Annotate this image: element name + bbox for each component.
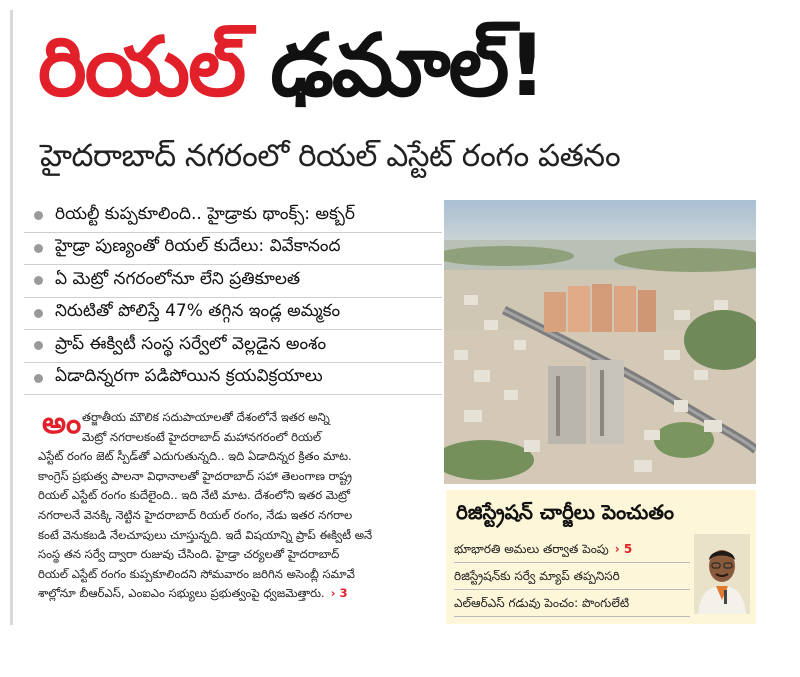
story-line: తర్జాతీయ మౌలిక సదుపాయాలతో దేశంలోనే ఇతర అన్ని	[82, 410, 330, 424]
bullet-text: ప్రాప్ ఈక్విటీ సంస్థ సర్వేలో వెల్లడైన అంశం	[55, 333, 327, 354]
bullet-text: నిరుటితో పోలిస్తే 47% తగ్గిన ఇండ్ల అమ్మకం	[55, 301, 341, 322]
bullet-dot-icon	[34, 211, 43, 220]
story-line: కంటే వెనుకబడి నేలచూపులు చూస్తున్నది. ఇదే విషయాన్ని ప్రాప్ ఈక్విటీ అనే	[38, 527, 373, 542]
sidebox-item-ref: › 5	[614, 542, 633, 556]
sidebox-item	[454, 590, 690, 617]
sidebox-item-text: ఎల్‌ఆర్ఎస్ గడువు పెంచం: పొంగులేటి	[454, 596, 630, 610]
bullet-dot-icon	[34, 276, 43, 285]
bullet-dot-icon	[34, 309, 43, 318]
headline-black-word: ఢమాల్!	[270, 16, 545, 116]
story-body	[38, 408, 438, 604]
bullet-text: హైడ్రా పుణ్యంతో రియల్ కుదేలు: వివేకానంద	[55, 236, 341, 257]
bullet-item	[24, 363, 442, 396]
story-line: శాల్లోనూ బీఆర్ఎస్, ఎంఐఎం సభ్యులు ప్రభుత్వంపై ధ్వజమెత్తారు.	[38, 586, 325, 601]
sidebox-item	[454, 563, 690, 590]
sidebox-item-text: రిజిస్ట్రేషన్‌కు సర్వే మ్యాప్ తప్పనిసరి	[454, 569, 620, 583]
sidebox-item	[454, 536, 690, 563]
bullet-dot-icon	[34, 374, 43, 383]
story-jump-ref: › 3	[330, 586, 348, 601]
story-last-line	[38, 584, 438, 604]
bullet-item	[24, 265, 442, 298]
sidebox-item-text: భూభారతి అమలు తర్వాత పెంపు	[454, 542, 609, 556]
bullet-list	[24, 200, 442, 395]
minister-portrait	[694, 534, 750, 614]
bullet-text: ఏడాదిన్నరగా పడిపోయిన క్రయవిక్రయాలు	[55, 366, 323, 387]
bullet-item	[24, 233, 442, 266]
story-line: నగరాలనే వెనక్కి నెట్టిన హైదరాబాద్ రియల్ రంగం, నేడు ఇతర నగరాల	[38, 507, 353, 522]
story-line: రియల్ ఎస్టేట్ రంగం కుదేలైంది.. ఇది నేటి మాట. దేశంలోని ఇతర మెట్రో	[38, 488, 351, 503]
story-line: మెట్రో నగరాలకంటే హైదరాబాద్ మహానగరంలో రియల్	[82, 429, 322, 444]
bullet-text: రియల్టీ కుప్పకూలింది.. హైడ్రాకు థాంక్స్: అక్బర్	[55, 203, 356, 224]
headline	[38, 6, 758, 126]
sidebox-items	[454, 536, 690, 617]
bullet-text: ఏ మెట్రో నగరంలోనూ లేని ప్రతికూలత	[55, 268, 301, 289]
registration-sidebox	[446, 490, 756, 624]
sidebox-title: రిజిస్ట్రేషన్ చార్జీలు పెంచుతం	[456, 500, 675, 524]
dropcap: అం	[42, 406, 82, 441]
bullet-item	[24, 298, 442, 331]
story-line: రియల్ ఎస్టేట్ రంగం కుప్పకూలిందని సోమవారం జరిగిన అసెంబ్లీ సమావే	[38, 566, 355, 581]
bullet-item	[24, 330, 442, 363]
left-column-rule	[10, 10, 13, 625]
subheadline: హైదరాబాద్ నగరంలో రియల్ ఎస్టేట్ రంగం పతనం	[40, 138, 621, 174]
story-line: కాంగ్రెస్ ప్రభుత్వ పాలనా విధానాలతో హైదరాబాద్ సహా తెలంగాణ రాష్ట్ర	[38, 468, 353, 483]
bullet-dot-icon	[34, 341, 43, 350]
bullet-item	[24, 200, 442, 233]
story-line: ఎస్టేట్ రంగం జెట్ స్పీడ్‌తో ఎదుగుతున్నది.. ఇది ఏడాదిన్నర క్రితం మాట.	[38, 449, 352, 464]
bullet-dot-icon	[34, 244, 43, 253]
headline-red-word: రియల్	[38, 20, 245, 115]
story-line: సంస్థ తన సర్వే ద్వారా రుజువు చేసింది. హైడ్రా చర్యలతో హైదరాబాద్	[38, 547, 340, 562]
city-aerial-photo	[444, 200, 756, 484]
